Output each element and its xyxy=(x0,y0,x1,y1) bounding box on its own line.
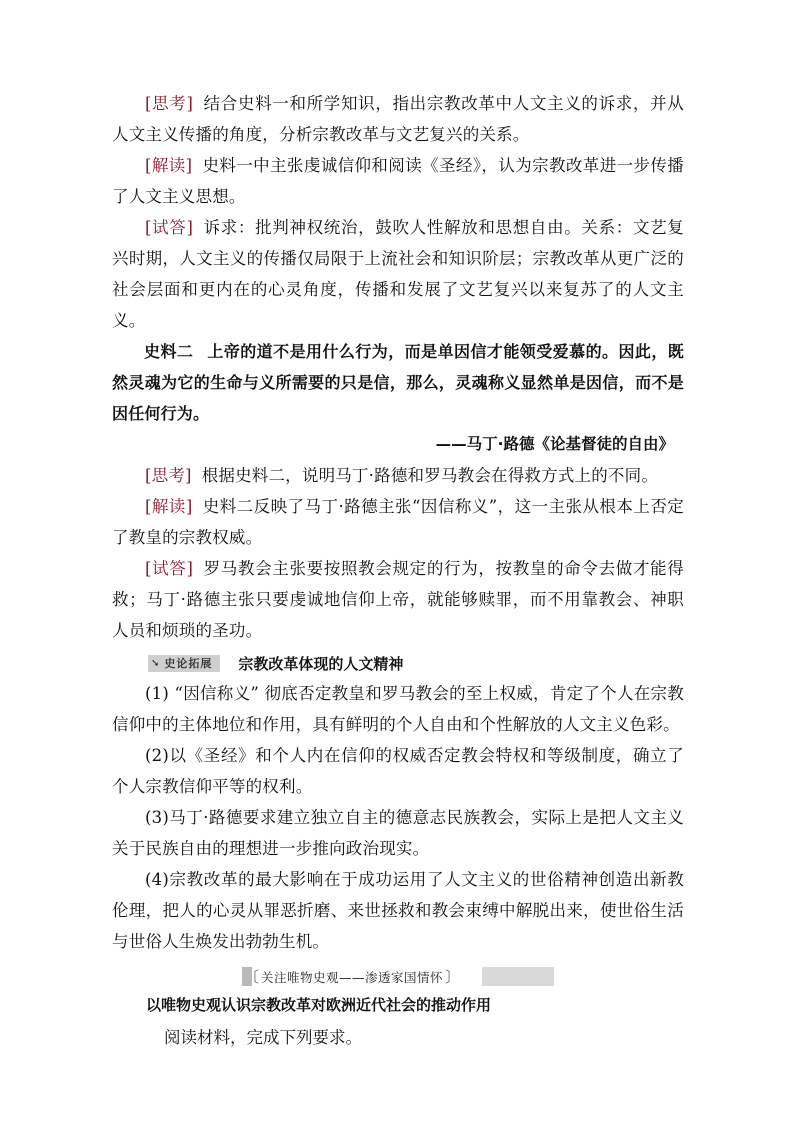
answer-text: 罗马教会主张要按照教会规定的行为，按教皇的命令去做才能得救；马丁·路德主张只要虔诚地信仰上帝，就能够赎罪，而不用靠教会、神职人员和烦琐的圣功。 xyxy=(112,559,684,640)
read-paragraph-2 xyxy=(112,491,684,553)
source-citation: ——马丁·路德《论基督徒的自由》 xyxy=(435,435,674,453)
source-paragraph xyxy=(112,336,684,429)
section-banner-wrap xyxy=(112,967,684,986)
think-text: 根据史料二，说明马丁·路德和罗马教会在得救方式上的不同。 xyxy=(201,466,659,485)
think-tag: [思考] xyxy=(145,94,194,113)
answer-text: 诉求：批判神权统治，鼓吹人性解放和思想自由。关系：文艺复兴时期，人文主义的传播仅局限于上流社会和知识阶层；宗教改革从更广泛的社会层面和更内在的心灵角度，传播和发展了文艺复兴以来复苏了的人文主义。 xyxy=(112,218,684,330)
extension-heading xyxy=(112,648,684,678)
arrow-icon: ➘ xyxy=(151,657,161,669)
banner-text: 关注唯物史观——渗透家国情怀 xyxy=(261,969,444,985)
extension-point-4: (4)宗教改革的最大影响在于成功运用了人文主义的世俗精神创造出新教伦理，把人的心灵从罪恶折磨、来世拯救和教会束缚中解脱出来，使世俗生活与世俗人生焕发出勃勃生机。 xyxy=(112,870,684,951)
answer-tag: [试答] xyxy=(145,559,194,578)
extension-point-2: (2)以《圣经》和个人内在信仰的权威否定教会特权和等级制度，确立了个人宗教信仰平等的权利。 xyxy=(112,746,684,796)
think-paragraph-2 xyxy=(112,460,684,491)
case-title: 以唯物史观认识宗教改革对欧洲近代社会的推动作用 xyxy=(146,996,492,1014)
answer-paragraph-2 xyxy=(112,553,684,646)
source-text: 上帝的道不是用什么行为，而是单因信才能领受爱慕的。因此，既然灵魂为它的生命与义所需要的只是信，那么，灵魂称义显然单是因信，而不是因任何行为。 xyxy=(112,342,684,423)
section-banner xyxy=(242,967,554,986)
extension-point-3: (3)马丁·路德要求建立独立自主的德意志民族教会，实际上是把人文主义关于民族自由的理想进一步推向政治现实。 xyxy=(112,808,684,858)
source-label: 史料二 xyxy=(144,342,194,361)
task-instruction: 阅读材料，完成下列要求。 xyxy=(164,1028,362,1047)
source-block-2 xyxy=(112,336,684,460)
answer-tag: [试答] xyxy=(145,218,194,237)
think-text: 结合史料一和所学知识，指出宗教改革中人文主义的诉求，并从人文主义传播的角度，分析宗教改革与文艺复兴的关系。 xyxy=(112,94,684,144)
document-page xyxy=(112,88,684,1055)
think-tag: [思考] xyxy=(145,466,192,485)
read-text: 史料一中主张虔诚信仰和阅读《圣经》，认为宗教改革进一步传播了人文主义思想。 xyxy=(112,156,684,206)
read-paragraph-1 xyxy=(112,150,684,212)
read-tag: [解读] xyxy=(145,497,193,516)
extension-point-1: (1) “因信称义” 彻底否定教皇和罗马教会的至上权威，肯定了个人在宗教信仰中的主体地位和作用，具有鲜明的个人自由和个性解放的人文主义色彩。 xyxy=(112,684,684,734)
extension-badge-label: 史论拓展 xyxy=(164,657,213,670)
answer-paragraph-1 xyxy=(112,212,684,336)
read-text: 史料二反映了马丁·路德主张“因信称义”，这一主张从根本上否定了教皇的宗教权威。 xyxy=(112,497,684,547)
banner-right-bracket: 〕 xyxy=(445,968,461,986)
think-paragraph-1 xyxy=(112,88,684,150)
read-tag: [解读] xyxy=(145,156,193,175)
banner-left-bracket: 〔 xyxy=(244,968,260,986)
extension-title: 宗教改革体现的人文精神 xyxy=(238,654,404,673)
extension-badge xyxy=(148,655,220,672)
